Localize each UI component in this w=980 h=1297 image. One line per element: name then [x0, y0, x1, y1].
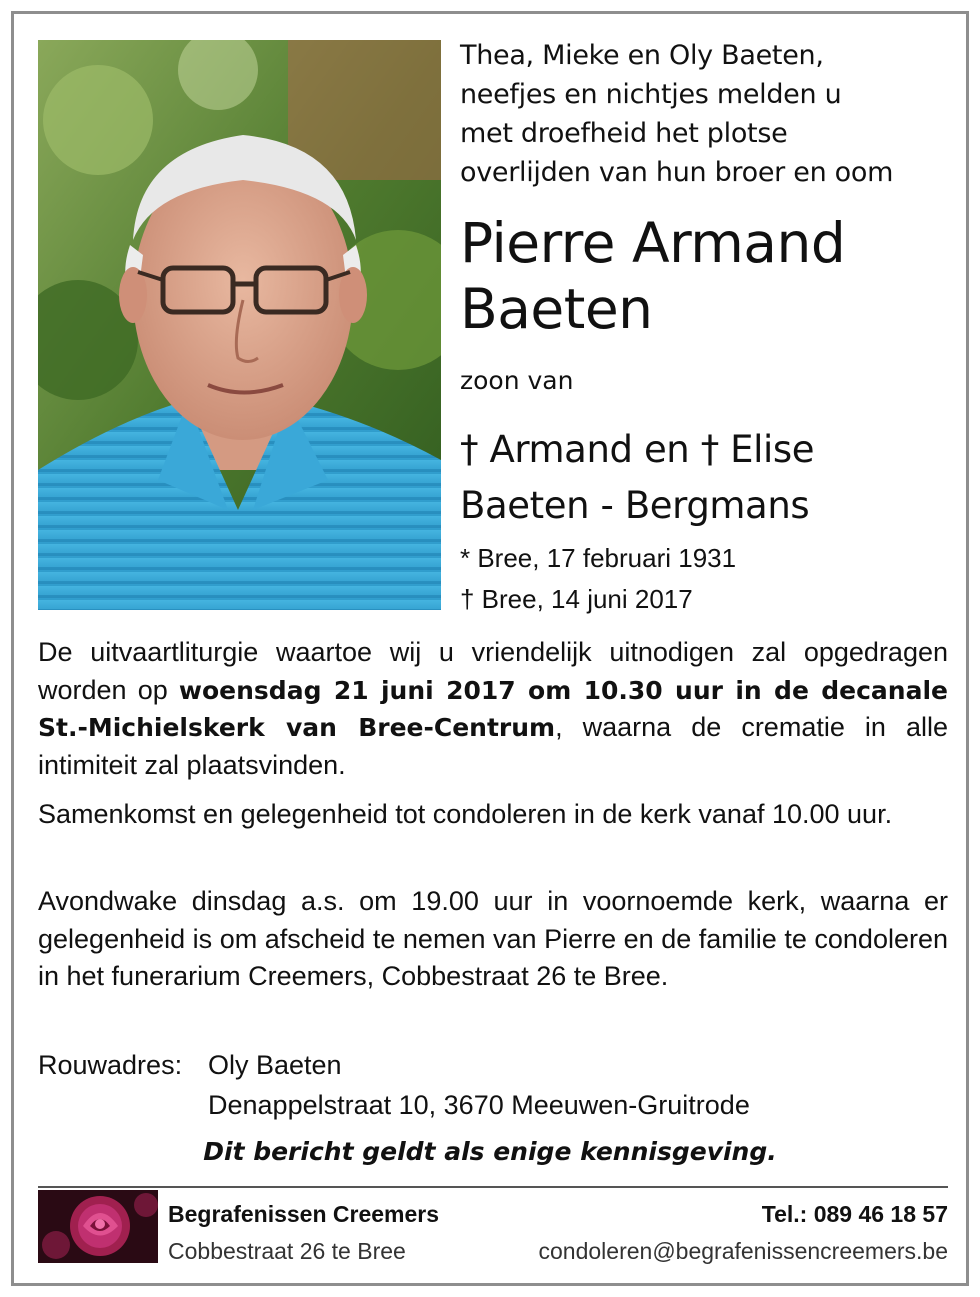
name-line-2: Baeten	[460, 277, 653, 341]
mourning-address-name: Oly Baeten	[208, 1050, 342, 1080]
funeral-paragraph	[38, 634, 948, 784]
rose-logo-image	[38, 1190, 158, 1263]
son-of-label: zoon van	[460, 366, 574, 395]
intro-text	[460, 36, 965, 192]
condolence-paragraph: Samenkomst en gelegenheid tot condoleren in de kerk vanaf 10.00 uur.	[38, 799, 893, 829]
funeral-text-end: , waarna de crematie in alle intimiteit zal plaatsvinden.	[38, 712, 948, 780]
intro-line: neefjes en nichtjes melden u	[460, 79, 842, 110]
wake-paragraph: Avondwake dinsdag a.s. om 19.00 uur in voornoemde kerk, waarna er gelegenheid is om afscheid te nemen van Pierre en de familie te condoleren in het funerarium Creemers, Cobbestraat 26 te Bree.	[38, 886, 948, 991]
company-address: Cobbestraat 26 te Bree	[168, 1238, 406, 1264]
company-name: Begrafenissen Creemers	[168, 1201, 440, 1227]
notice-text: Dit bericht geldt als enige kennisgeving.	[203, 1137, 777, 1166]
mourning-address-label: Rouwadres:	[38, 1050, 183, 1080]
funeral-date-location: woensdag 21 juni 2017 om 10.30 uur in de decanale St.-Michielskerk van Bree-Centrum	[38, 675, 948, 742]
footer-divider	[38, 1186, 948, 1188]
life-dates	[460, 538, 736, 620]
parents-line-1: † Armand en † Elise	[460, 428, 815, 471]
intro-line: met droefheid het plotse	[460, 118, 788, 149]
mourning-address-street: Denappelstraat 10, 3670 Meeuwen-Gruitrode	[208, 1090, 750, 1120]
memorial-card	[11, 11, 969, 1286]
name-line-1: Pierre Armand	[460, 211, 846, 275]
portrait-photo	[38, 40, 441, 610]
parents-line-2: Baeten - Bergmans	[460, 484, 810, 527]
death-date: † Bree, 14 juni 2017	[460, 584, 693, 614]
company-email-link[interactable]: condoleren@begrafenissencreemers.be	[538, 1238, 948, 1264]
intro-line: overlijden van hun broer en oom	[460, 157, 894, 188]
intro-line: Thea, Mieke en Oly Baeten,	[460, 40, 824, 71]
funeral-text-start: De uitvaartliturgie waartoe wij u vriendelijk uitnodigen zal opgedragen worden op	[38, 637, 948, 705]
parents-names	[460, 422, 814, 534]
birth-date: * Bree, 17 februari 1931	[460, 543, 737, 573]
deceased-name	[460, 210, 845, 342]
company-phone: Tel.: 089 46 18 57	[761, 1201, 948, 1227]
